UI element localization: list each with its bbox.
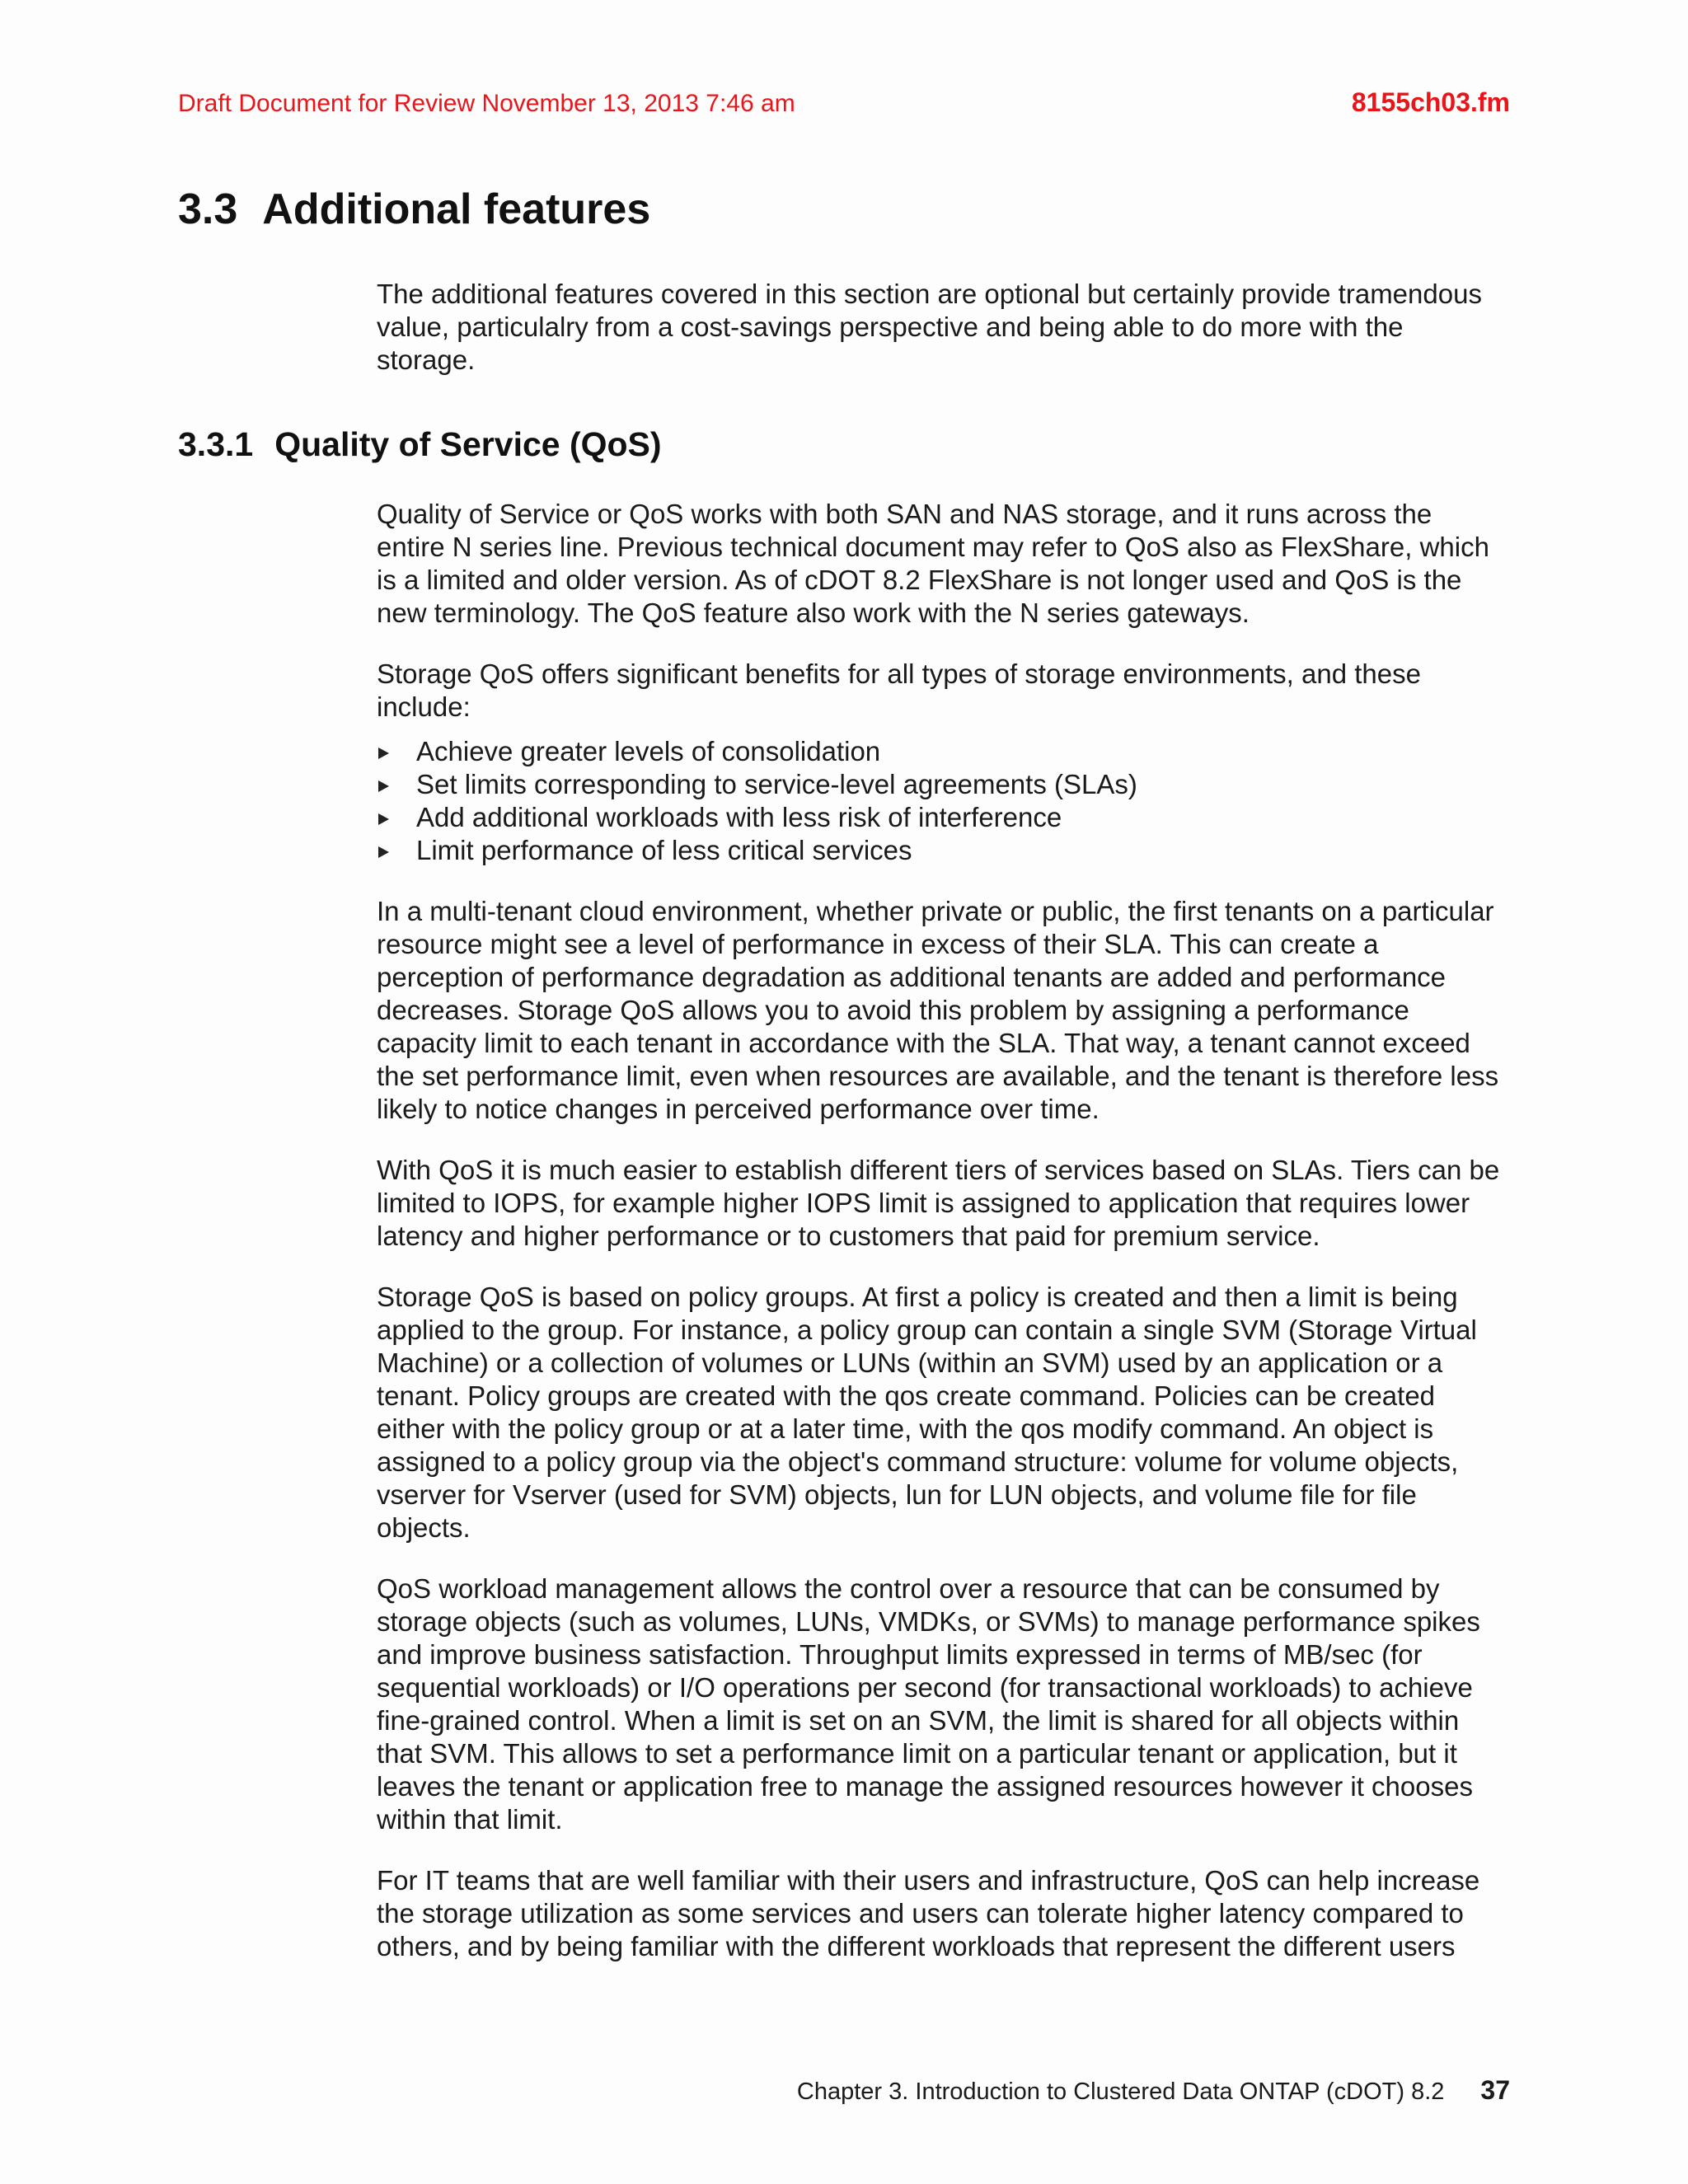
bullet-arrow-icon [378,748,389,759]
page-number: 37 [1480,2075,1510,2105]
list-item: Achieve greater levels of consolidation [377,735,1514,768]
paragraph-policy-groups: Storage QoS is based on policy groups. At first a policy is created and then a limit is being applied to the group. For instance, a policy group can contain a single SVM (Storage Virtual Machine) or a collection of volumes or LUNs (within an SVM) used by an application or a tenant. Policy groups are created with the qos create command. Policies can be created either with the policy group or at a later time, with the qos modify command. An object is assigned to a policy group via the object's command structure: volume for volume objects, vserver for Vserver (used for SVM) objects, lun for LUN objects, and volume file for file objects. [377,1282,1477,1543]
section-title: Additional features [262,185,651,233]
bullet-arrow-icon [378,780,389,792]
list-item: Add additional workloads with less risk of interference [377,801,1514,834]
paragraph-qos-overview: Quality of Service or QoS works with both SAN and NAS storage, and it runs across the entire N series line. Previous technical document may refer to QoS also as FlexShare, which is a limited and older version. As of cDOT 8.2 FlexShare is not longer used and QoS is the new terminology. The QoS feature also work with the N series gateways. [377,499,1489,628]
subsection-body [377,498,1514,1991]
paragraph-workload-management: QoS workload management allows the control over a resource that can be consumed by storage objects (such as volumes, LUNs, VMDKs, or SVMs) to manage performance spikes and improve business satisfaction. Throughput limits expressed in terms of MB/sec (for sequential workloads) or I/O operations per second (for transactional workloads) to achieve fine-grained control. When a limit is set on an SVM, the limit is shared for all objects within that SVM. This allows to set a performance limit on a particular tenant or application, but it leaves the tenant or application free to manage the assigned resources however it chooses within that limit. [377,1573,1480,1835]
list-item: Limit performance of less critical services [377,834,1514,867]
subsection-number: 3.3.1 [178,425,254,463]
subsection-heading [178,425,662,464]
bullet-arrow-icon [378,846,389,858]
section-heading [178,185,650,234]
section-number: 3.3 [178,185,238,233]
benefits-list [377,735,1514,867]
page-footer [797,2075,1510,2106]
section-intro-block [377,278,1514,405]
paragraph-service-tiers: With QoS it is much easier to establish different tiers of services based on SLAs. Tiers can be limited to IOPS, for example higher IOPS limit is assigned to application that requires lower latency and higher performance or to customers that paid for premium service. [377,1155,1500,1251]
paragraph-it-teams: For IT teams that are well familiar with their users and infrastructure, QoS can help increase the storage utilization as some services and users can tolerate higher latency compared to others, and by being familiar with the different workloads that represent the different users [377,1865,1480,1961]
paragraph-qos-benefits-intro: Storage QoS offers significant benefits for all types of storage environments, and these include: [377,658,1421,722]
header-draft-notice: Draft Document for Review November 13, 2013 7:46 am [178,90,795,117]
footer-chapter-title: Chapter 3. Introduction to Clustered Data ONTAP (cDOT) 8.2 [796,2079,1445,2105]
paragraph-multi-tenant: In a multi-tenant cloud environment, whether private or public, the first tenants on a particular resource might see a level of performance in excess of their SLA. This can create a perception of performance degradation as additional tenants are added and performance decreases. Storage QoS allows you to avoid this problem by assigning a performance capacity limit to each tenant in accordance with the SLA. That way, a tenant cannot exceed the set performance limit, even when resources are available, and the tenant is therefore less likely to notice changes in perceived performance over time. [377,896,1499,1124]
section-intro-paragraph: The additional features covered in this section are optional but certainly provide tramendous value, particulalry from a cost-savings perspective and being able to do more with the storage. [377,279,1482,375]
bullet-arrow-icon [378,813,389,825]
subsection-title: Quality of Service (QoS) [274,425,662,463]
header-filename: 8155ch03.fm [1351,87,1510,117]
list-item: Set limits corresponding to service-level agreements (SLAs) [377,768,1514,801]
